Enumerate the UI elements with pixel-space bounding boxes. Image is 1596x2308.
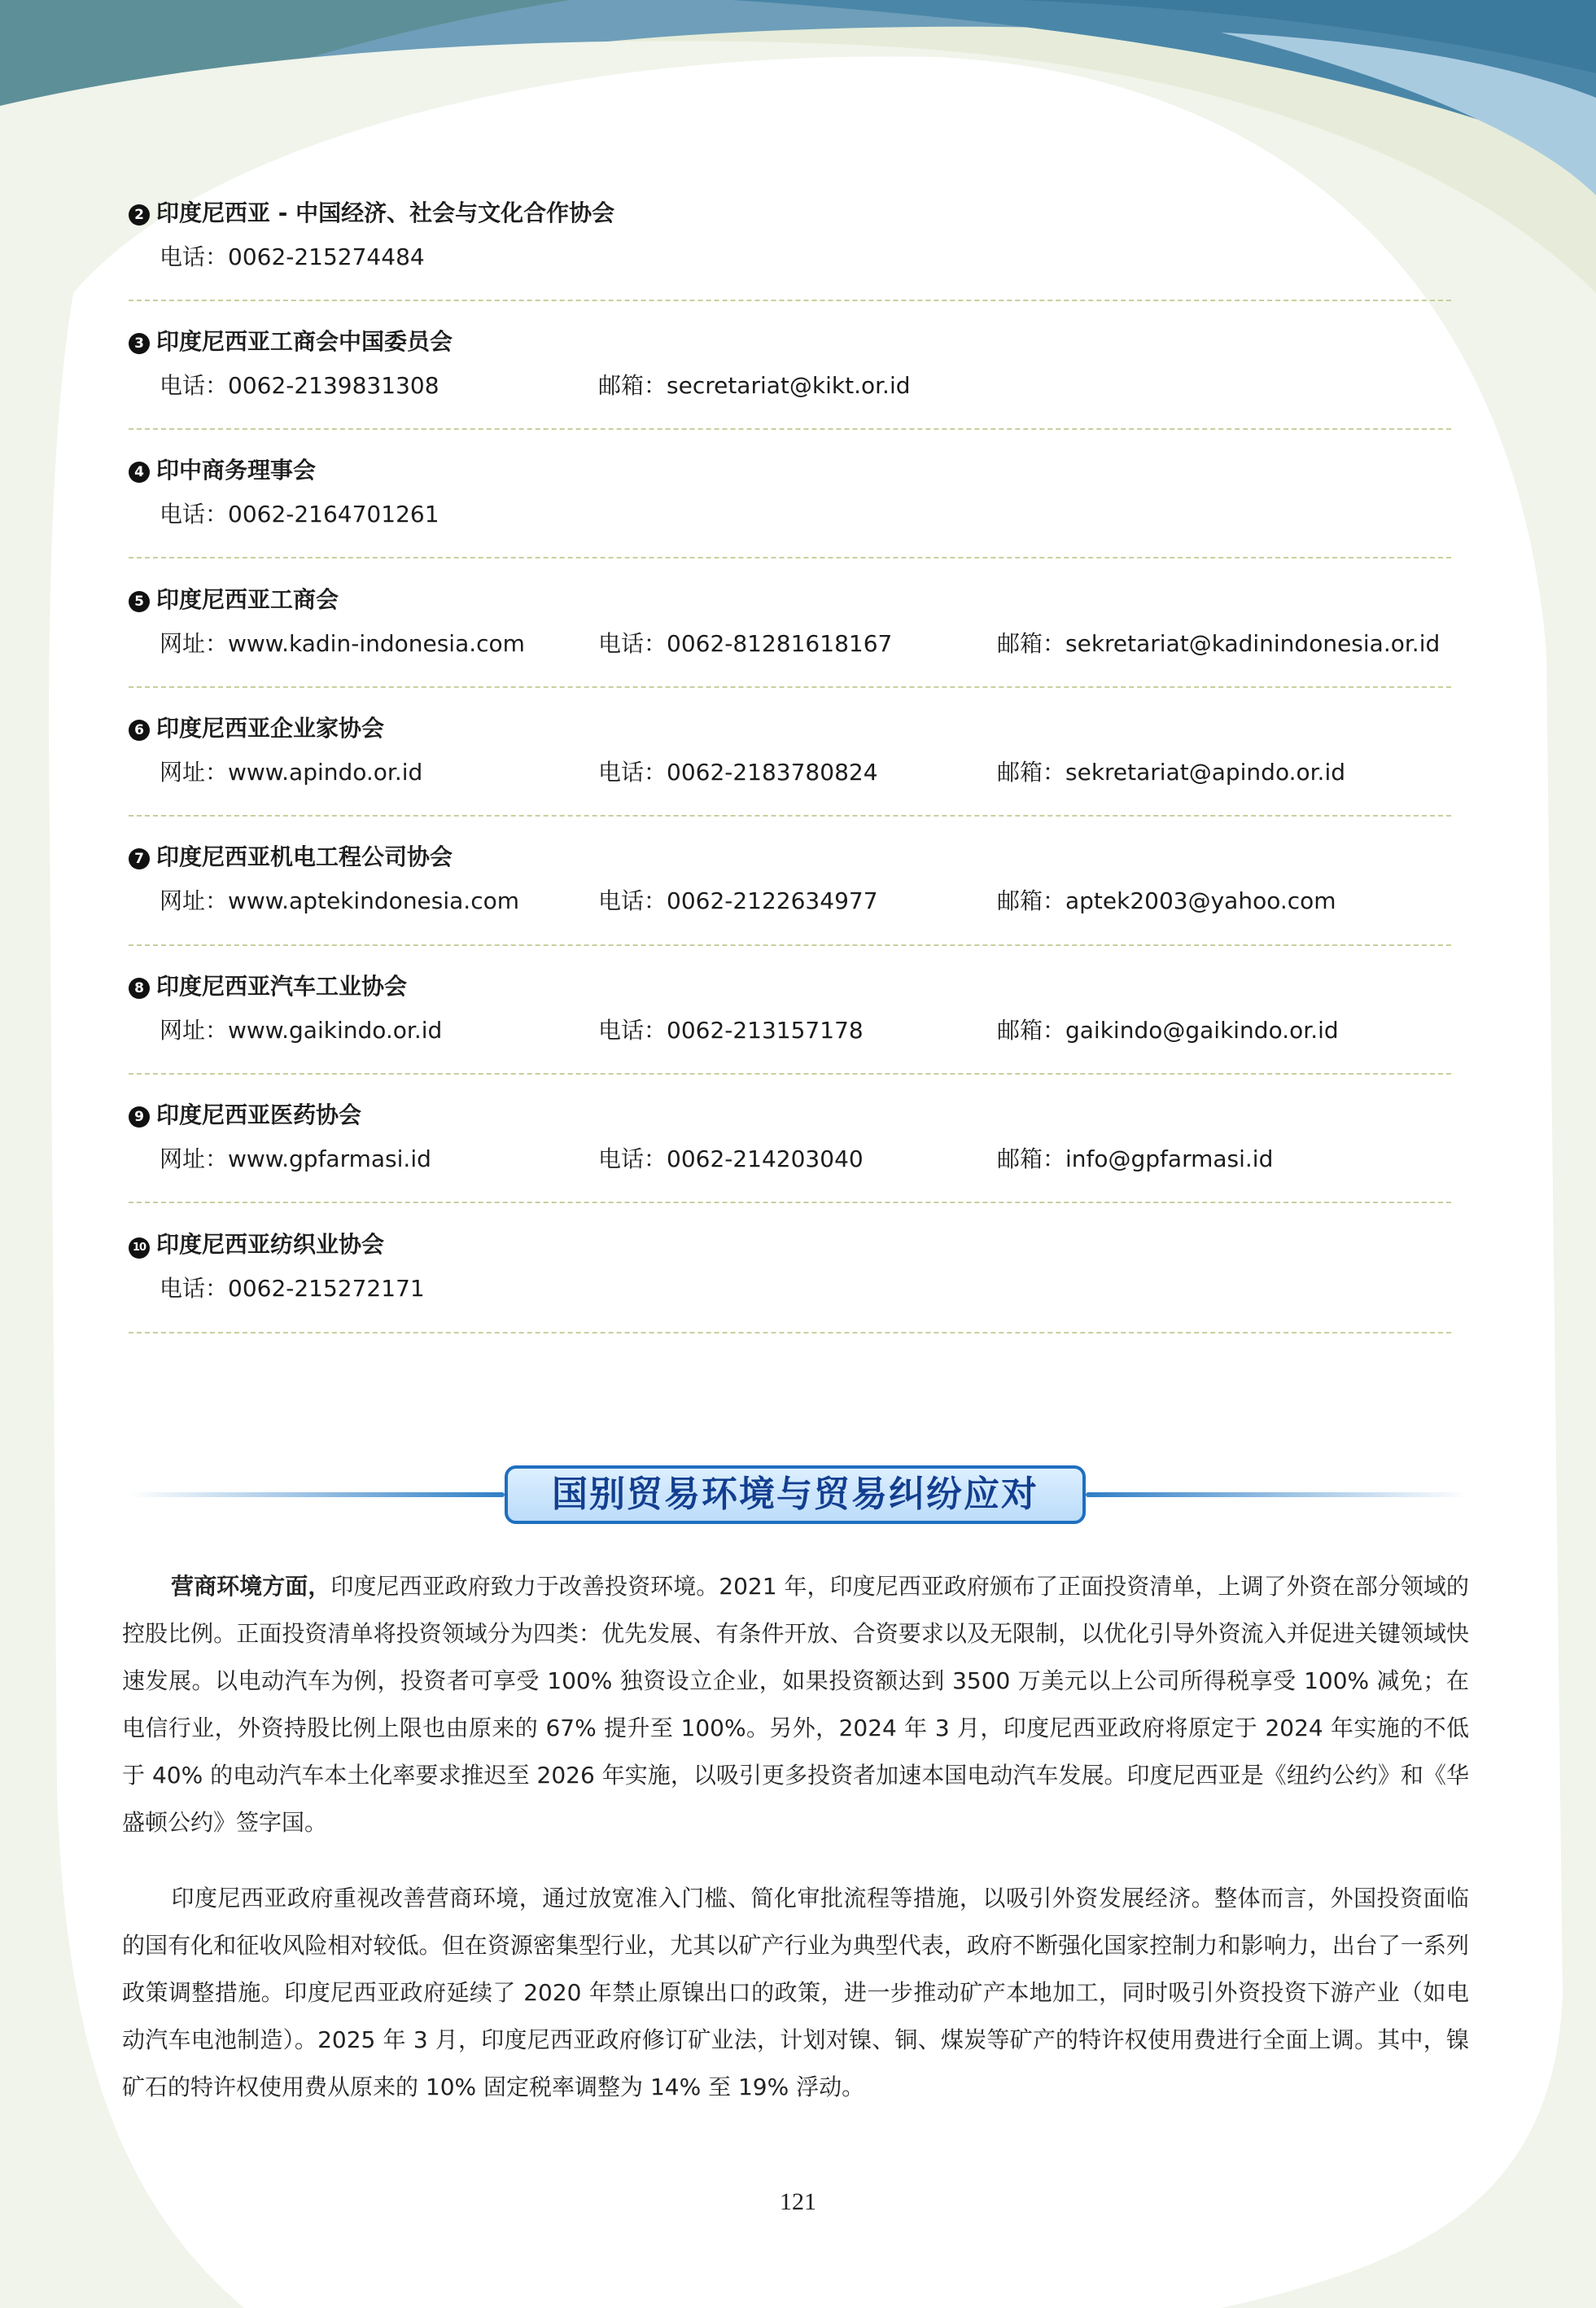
- org-title: [129, 326, 1451, 358]
- org-entry: [129, 584, 1451, 662]
- org-name: 印度尼西亚工商会: [156, 586, 339, 613]
- org-entry: [129, 454, 1451, 532]
- paragraph-business-environment: [122, 1563, 1469, 1846]
- number-badge: 4: [129, 462, 150, 483]
- number-badge: 3: [129, 333, 150, 354]
- page-number: 121: [780, 2188, 816, 2215]
- org-name: 印度尼西亚企业家协会: [156, 715, 385, 742]
- number-badge: 10: [129, 1237, 150, 1259]
- org-name: 印度尼西亚汽车工业协会: [156, 973, 408, 1000]
- org-name: 印度尼西亚机电工程公司协会: [156, 843, 453, 870]
- number-badge: 7: [129, 848, 150, 869]
- org-phone: 电话：0062-2139831308: [160, 372, 439, 399]
- org-email: 邮箱：aptek2003@yahoo.com: [997, 887, 1336, 914]
- org-website: 网址：www.gpfarmasi.id: [160, 1145, 431, 1172]
- divider: [129, 1332, 1451, 1334]
- org-entry: [129, 712, 1451, 791]
- divider: [129, 557, 1451, 558]
- org-entry: [129, 970, 1451, 1049]
- divider: [129, 1073, 1451, 1075]
- section-rule-left: [129, 1492, 505, 1497]
- org-name: 印度尼西亚医药协会: [156, 1101, 362, 1128]
- org-website: 网址：www.aptekindonesia.com: [160, 887, 520, 914]
- org-name: 印度尼西亚 - 中国经济、社会与文化合作协会: [156, 199, 615, 226]
- section-rule-right: [1086, 1492, 1468, 1497]
- org-email: 邮箱：info@gpfarmasi.id: [997, 1145, 1274, 1172]
- org-entry: [129, 1228, 1451, 1307]
- org-title: [129, 970, 1451, 1003]
- org-title: [129, 1099, 1451, 1132]
- org-name: 印度尼西亚工商会中国委员会: [156, 328, 453, 355]
- org-name: 印中商务理事会: [156, 457, 317, 484]
- org-email: 邮箱：secretariat@kikt.or.id: [598, 372, 911, 399]
- org-phone: 电话：0062-2164701261: [160, 501, 439, 528]
- org-email: 邮箱：sekretariat@kadinindonesia.or.id: [997, 630, 1441, 657]
- number-badge: 9: [129, 1106, 150, 1128]
- org-name: 印度尼西亚纺织业协会: [156, 1231, 385, 1258]
- divider: [129, 1202, 1451, 1203]
- divider: [129, 686, 1451, 688]
- paragraph-investment-policy: [122, 1875, 1469, 2111]
- org-entry: [129, 841, 1451, 919]
- org-website: 网址：www.gaikindo.or.id: [160, 1017, 443, 1044]
- section-title: 国别贸易环境与贸易纠纷应对: [505, 1465, 1086, 1524]
- org-phone: 电话：0062-213157178: [598, 1017, 864, 1044]
- org-title: [129, 1228, 1451, 1261]
- org-email: 邮箱：sekretariat@apindo.or.id: [997, 759, 1346, 786]
- divider: [129, 944, 1451, 946]
- org-phone: 电话：0062-214203040: [598, 1145, 864, 1172]
- org-title: [129, 197, 1451, 230]
- org-phone: 电话：0062-215272171: [160, 1275, 425, 1302]
- org-entry: [129, 326, 1451, 404]
- org-entry: [129, 1099, 1451, 1177]
- org-phone: 电话：0062-2183780824: [598, 759, 878, 786]
- number-badge: 8: [129, 978, 150, 999]
- org-title: [129, 712, 1451, 745]
- org-phone: 电话：0062-81281618167: [598, 630, 893, 657]
- number-badge: 6: [129, 720, 150, 741]
- divider: [129, 815, 1451, 817]
- org-title: [129, 454, 1451, 487]
- number-badge: 2: [129, 204, 150, 226]
- divider: [129, 428, 1451, 430]
- org-phone: 电话：0062-215274484: [160, 243, 425, 270]
- org-title: [129, 584, 1451, 616]
- paragraph-body: 印度尼西亚政府致力于改善投资环境。2021 年，印度尼西亚政府颁布了正面投资清单，上调了外资在部分领域的控股比例。正面投资清单将投资领域分为四类：优先发展、有条件开放、合资要求以及无限制，以优化引导外资流入并促进关键领域快速发展。以电动汽车为例，投资者可享受 100% 独资设立企业，如果投资额达到 3500 万美元以上公司所得税享受 100% 减免；在电信行业，外资持股比例上限也由原来的 67% 提升至 100%。另外，2024 年 3 月，印度尼西亚政府将原定于 2024 年实施的不低于 40% 的电动汽车本土化率要求推迟至 2026 年实施，以吸引更多投资者加速本国电动汽车发展。印度尼西亚是《纽约公约》和《华盛顿公约》签字国。: [122, 1573, 1469, 1836]
- org-title: [129, 841, 1451, 874]
- org-entry: [129, 197, 1451, 275]
- org-website: 网址：www.apindo.or.id: [160, 759, 423, 786]
- org-website: 网址：www.kadin-indonesia.com: [160, 630, 525, 657]
- org-email: 邮箱：gaikindo@gaikindo.or.id: [997, 1017, 1339, 1044]
- org-phone: 电话：0062-2122634977: [598, 887, 878, 914]
- number-badge: 5: [129, 591, 150, 612]
- paragraph-lead: 营商环境方面，: [171, 1573, 331, 1600]
- divider: [129, 300, 1451, 301]
- paragraph-body: 印度尼西亚政府重视改善营商环境，通过放宽准入门槛、简化审批流程等措施，以吸引外资发展经济。整体而言，外国投资面临的国有化和征收风险相对较低。但在资源密集型行业，尤其以矿产行业为典型代表，政府不断强化国家控制力和影响力，出台了一系列政策调整措施。印度尼西亚政府延续了 2020 年禁止原镍出口的政策，进一步推动矿产本地加工，同时吸引外资投资下游产业（如电动汽车电池制造）。2025 年 3 月，印度尼西亚政府修订矿业法，计划对镍、铜、煤炭等矿产的特许权使用费进行全面上调。其中，镍矿石的特许权使用费从原来的 10% 固定税率调整为 14% 至 19% 浮动。: [122, 1885, 1469, 2100]
